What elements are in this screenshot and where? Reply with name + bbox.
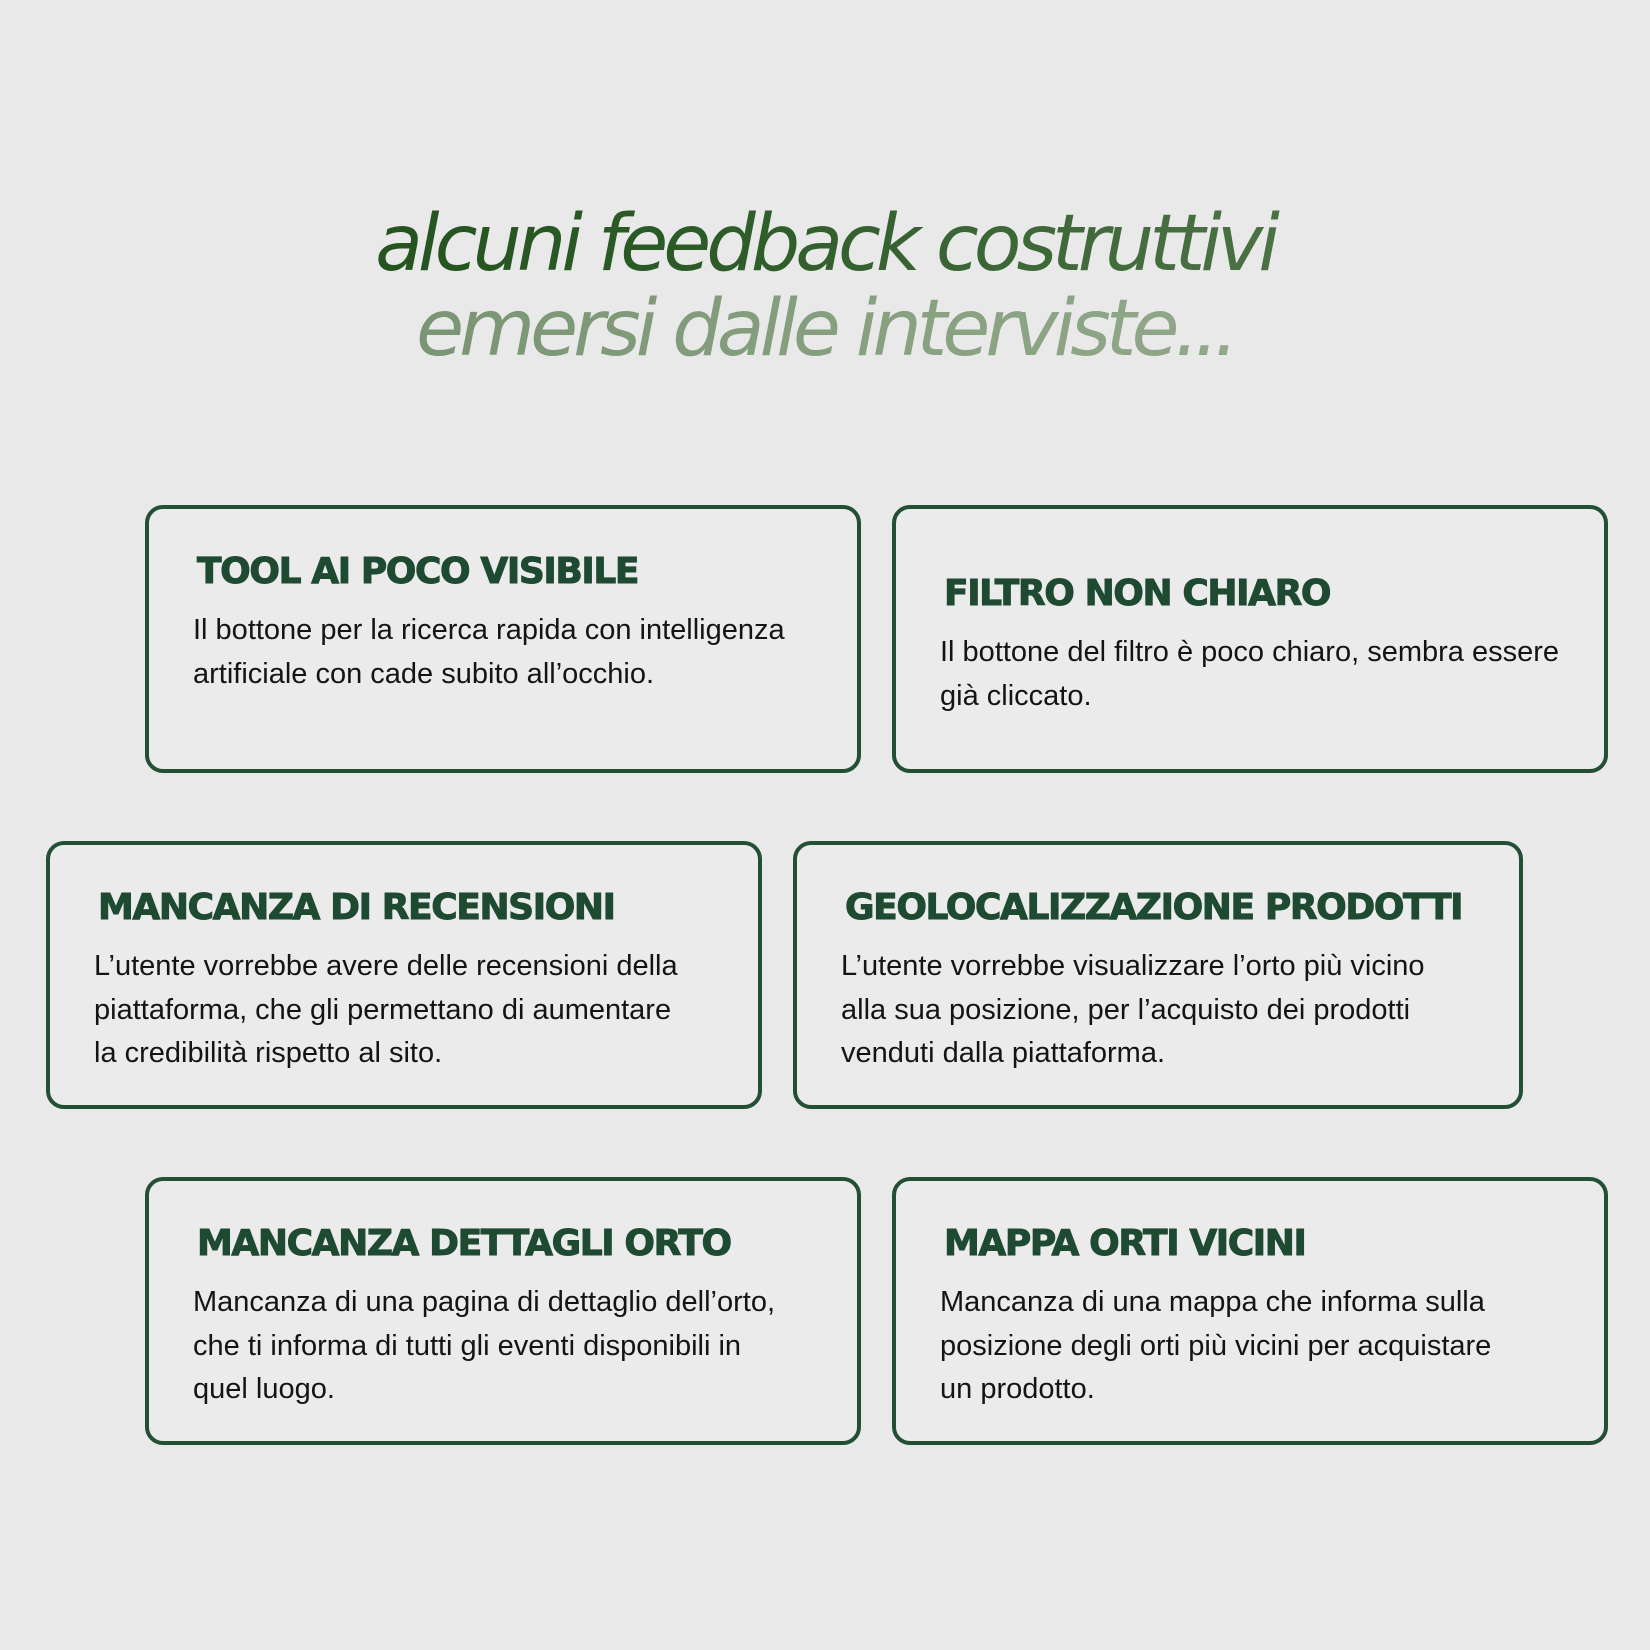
card-heading: MANCANZA DI RECENSIONI: [98, 887, 615, 928]
card-heading: MAPPA ORTI VICINI: [944, 1223, 1306, 1264]
feedback-card-tool-ai: [145, 505, 861, 773]
card-body: L’utente vorrebbe avere delle recensioni della piattaforma, che gli permettano di aumentare la credibilità rispetto al sito.: [94, 950, 678, 1069]
card-heading: MANCANZA DETTAGLI ORTO: [197, 1223, 731, 1264]
card-heading: TOOL AI POCO VISIBILE: [197, 551, 639, 592]
card-body: Il bottone per la ricerca rapida con intelligenza artificiale con cade subito all’occhio.: [193, 614, 785, 690]
title-line-1: alcuni feedback costruttivi: [0, 205, 1650, 283]
card-heading: FILTRO NON CHIARO: [944, 573, 1331, 614]
feedback-card-geolocalizzazione: [793, 841, 1523, 1109]
title-line-2: emersi dalle interviste...: [0, 290, 1650, 368]
card-body: L’utente vorrebbe visualizzare l’orto più vicino alla sua posizione, per l’acquisto dei prodotti venduti dalla piattaforma.: [841, 950, 1425, 1069]
card-body: Mancanza di una mappa che informa sulla posizione degli orti più vicini per acquistare un prodotto.: [940, 1286, 1492, 1405]
feedback-card-filtro: [892, 505, 1608, 773]
card-body: Mancanza di una pagina di dettaglio dell’orto, che ti informa di tutti gli eventi disponibili in quel luogo.: [193, 1286, 776, 1405]
card-body: Il bottone del filtro è poco chiaro, sembra essere già cliccato.: [940, 636, 1559, 712]
feedback-card-recensioni: [46, 841, 762, 1109]
feedback-card-dettagli-orto: [145, 1177, 861, 1445]
feedback-card-mappa: [892, 1177, 1608, 1445]
card-heading: GEOLOCALIZZAZIONE PRODOTTI: [845, 887, 1463, 928]
